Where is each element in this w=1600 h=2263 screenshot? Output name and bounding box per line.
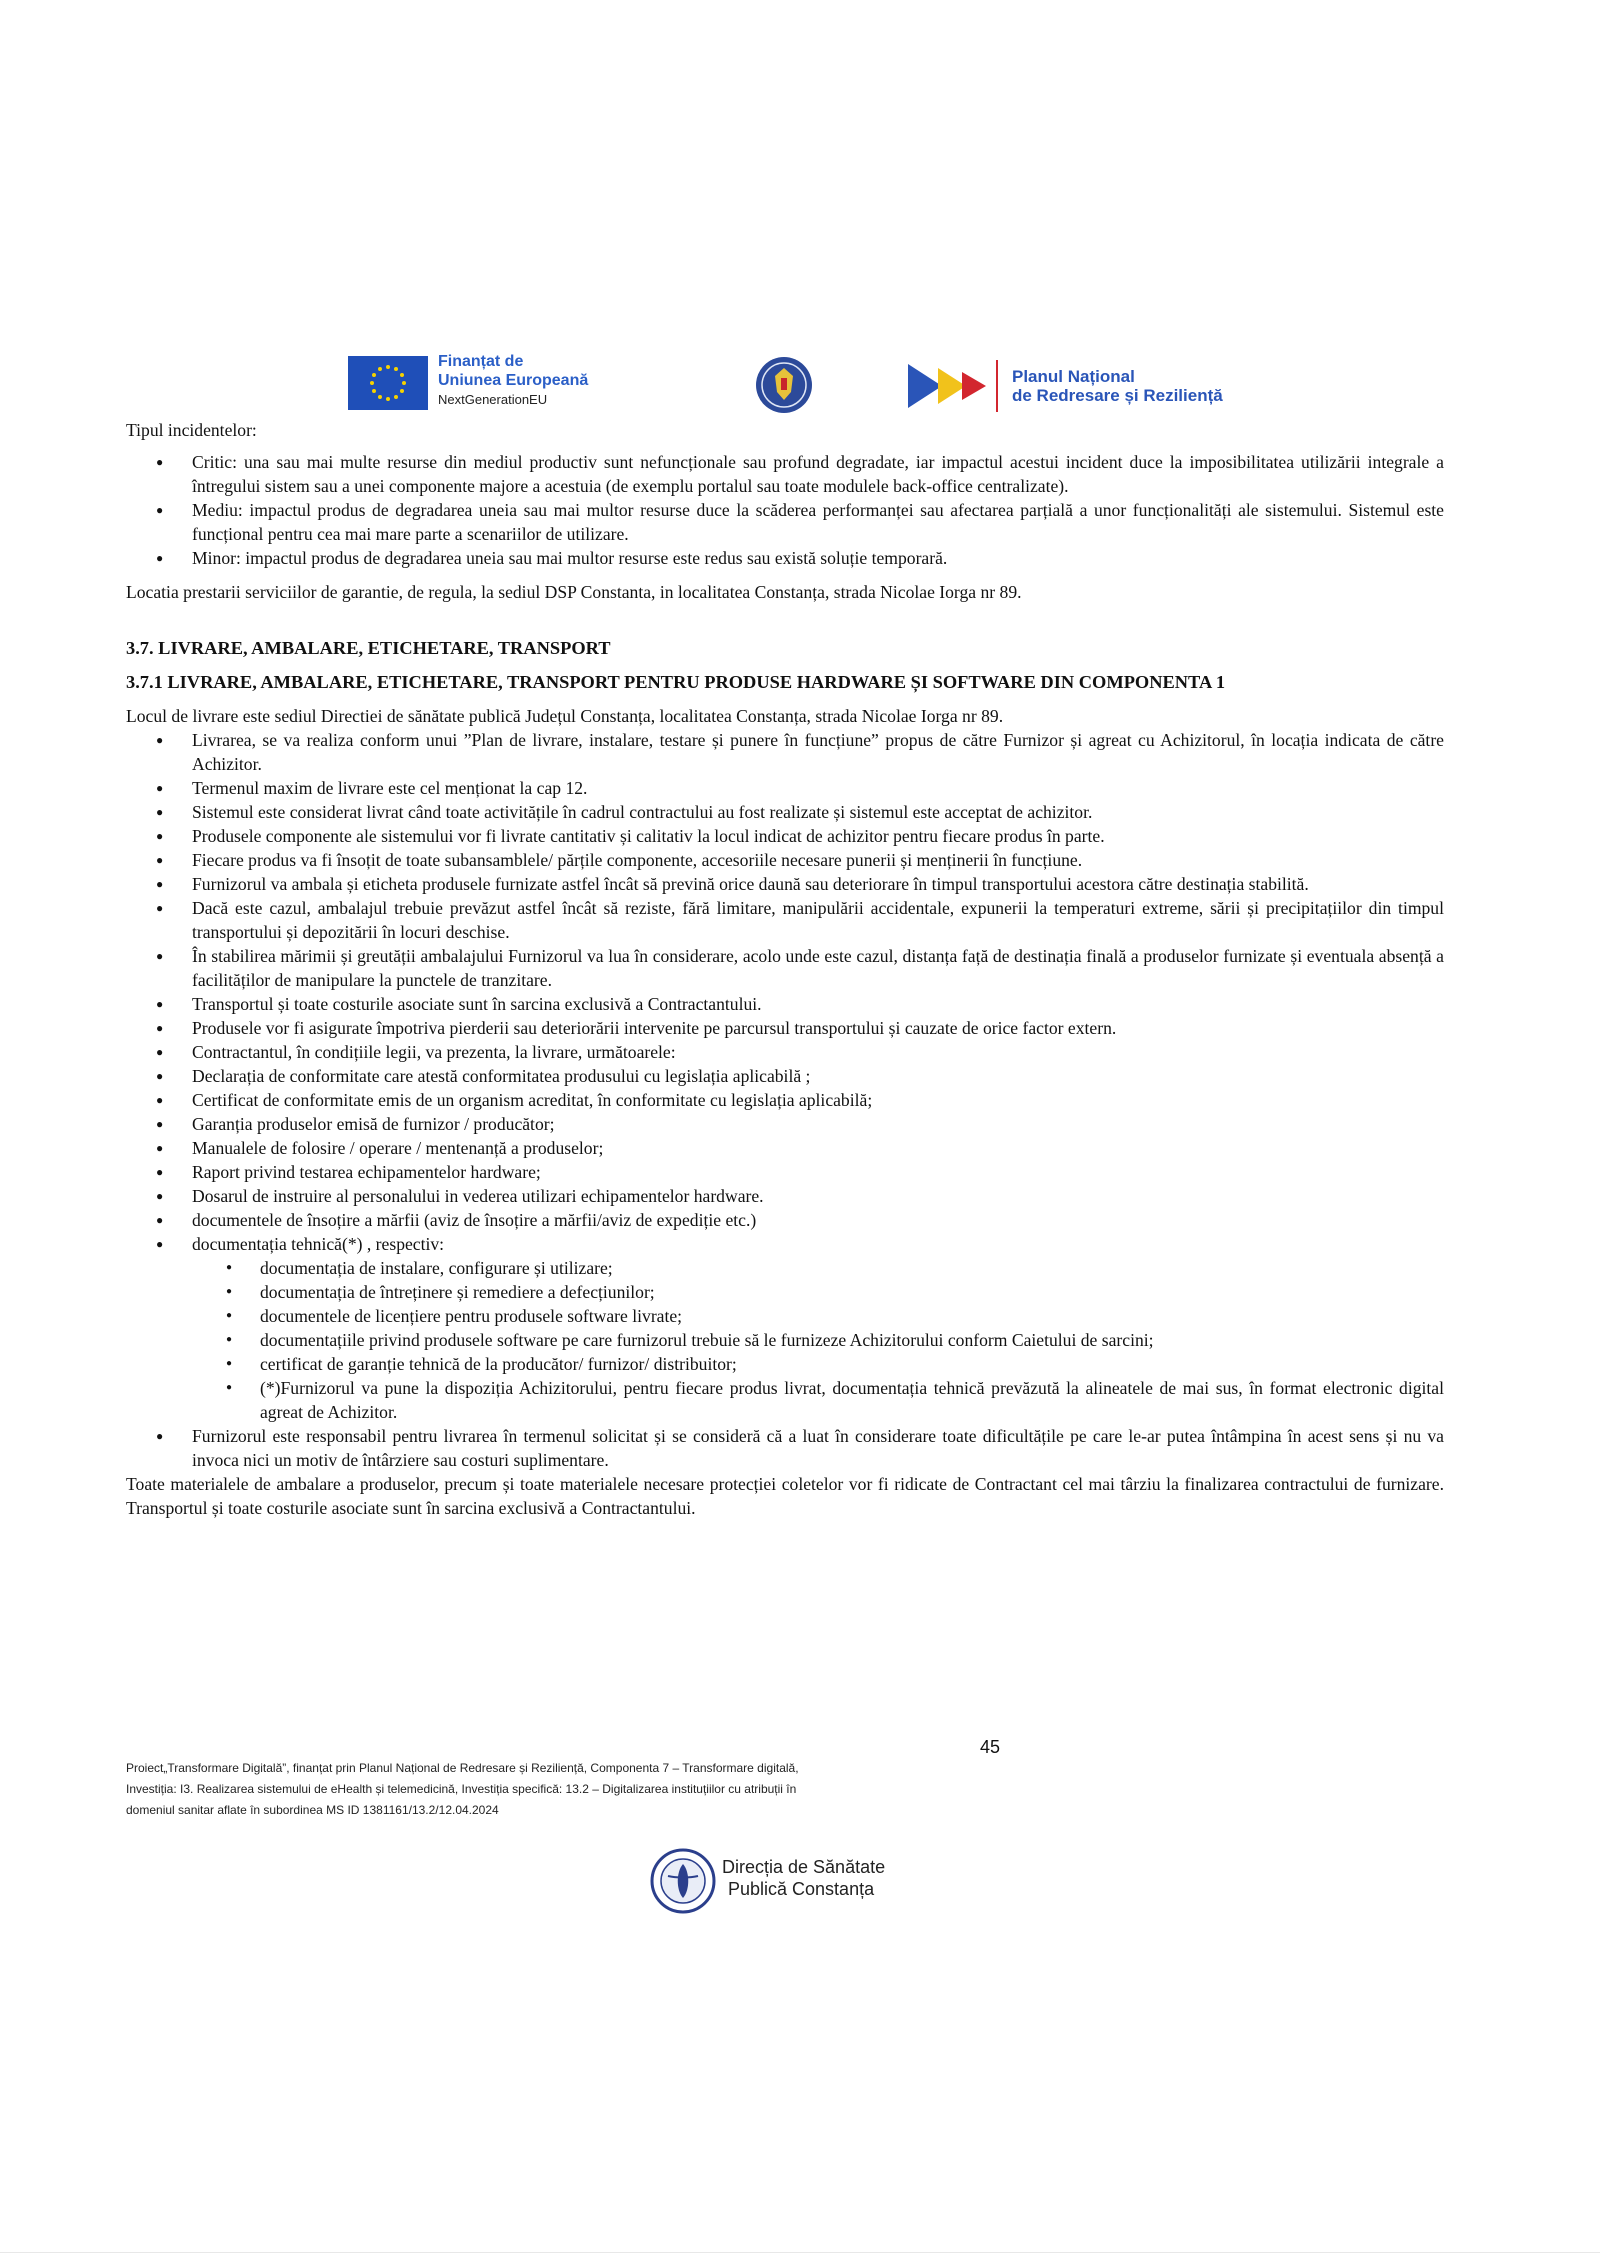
project-line2: Investiția: I3. Realizarea sistemului de eHealth și telemedicină, Investiția specifică: 13.2 – Digitalizarea instituțiilor cu atribuții în [126, 1782, 797, 1796]
warranty-location: Locatia prestarii serviciilor de garantie, de regula, la sediul DSP Constanta, in localitatea Constanța, strada Nicolae Iorga nr 89. [126, 582, 1022, 602]
list-item: ● În stabilirea mărimii și greutății ambalajului Furnizorul va lua în considerare, acolo unde este cazul, distanța față de destinația finală a produselor furnizate și eventuala absență a facilităților de manipulare la punctele de tranzitare. [126, 944, 1444, 992]
list-item: ● Manualele de folosire / operare / mentenanță a produselor; [126, 1136, 1444, 1160]
sub-list-item: ● documentațiile privind produsele software pe care furnizorul trebuie să le furnizeze Achizitorului conform Caietului de sarcini; [126, 1328, 1444, 1352]
list-item: ● Transportul și toate costurile asociate sunt în sarcina exclusivă a Contractantului. [126, 992, 1444, 1016]
subsection-heading: 3.7.1 LIVRARE, AMBALARE, ETICHETARE, TRANSPORT PENTRU PRODUSE HARDWARE ȘI SOFTWARE DIN COMPONENTA 1 [126, 672, 1226, 692]
project-footer [126, 1758, 986, 1821]
list-item: ● Produsele componente ale sistemului vor fi livrate cantitativ și calitativ la locul indicat de achizitor pentru fiecare produs în parte. [126, 824, 1444, 848]
closing-paragraph: Toate materialele de ambalare a produselor, precum și toate materialele necesare protecției coletelor vor fi ridicate de Contractant cel mai târziu la finalizarea contractului de furnizare. Transportul și toate costurile asociate sunt în sarcina exclusivă a Contractantului. [126, 1474, 1444, 1518]
delivery-intro: Locul de livrare este sediul Directiei de sănătate publică Județul Constanța, localitatea Constanța, strada Nicolae Iorga nr 89. [126, 706, 1004, 726]
list-item: ● Certificat de conformitate emis de un organism acreditat, în conformitate cu legislația aplicabilă; [126, 1088, 1444, 1112]
document-body [126, 418, 1444, 1520]
dsp-constanta-seal-icon [650, 1848, 716, 1914]
list-item: ● Mediu: impactul produs de degradarea uneia sau mai multor resurse duce la scăderea performanței sau afectarea parțială a unor funcționalități ale sistemului. Sistemul este funcțional pentru cea mai mare parte a scenariilor de utilizare. [126, 498, 1444, 546]
eu-funding-logo [438, 352, 588, 409]
list-item [126, 1232, 1444, 1424]
eu-logo-line1: Finanțat de [438, 353, 524, 370]
technical-docs-sublist [126, 1256, 1444, 1424]
section-heading: 3.7. LIVRARE, AMBALARE, ETICHETARE, TRANSPORT [126, 638, 611, 658]
sub-list-item: ● certificat de garanție tehnică de la producător/ furnizor/ distribuitor; [126, 1352, 1444, 1376]
romanian-government-seal-icon [755, 356, 813, 414]
sub-list-item: ● documentația de instalare, configurare și utilizare; [126, 1256, 1444, 1280]
list-item: ● Raport privind testarea echipamentelor hardware; [126, 1160, 1444, 1184]
project-line3: domeniul sanitar aflate în subordinea MS ID 1381161/13.2/12.04.2024 [126, 1803, 499, 1817]
pnrr-logo-line2: de Redresare și Reziliență [1012, 386, 1223, 405]
project-line1: Proiect„Transformare Digitală”, finanțat prin Planul Național de Redresare și Reziliență, Componenta 7 – Transformare digitală, [126, 1761, 799, 1775]
list-item: ● Termenul maxim de livrare este cel menționat la cap 12. [126, 776, 1444, 800]
pnrr-logo-line1: Planul Național [1012, 367, 1135, 386]
list-item: ● Furnizorul este responsabil pentru livrarea în termenul solicitat și se consideră că a luat în considerare toate dificultățile pe care le-ar putea întâmpina în acest sens și nu va invoca nici un motiv de întârziere sau costuri suplimentare. [126, 1424, 1444, 1472]
dsp-logo-text [722, 1856, 885, 1900]
list-item: ● Minor: impactul produs de degradarea uneia sau mai multor resurse este redus sau există soluție temporară. [126, 546, 1444, 570]
dsp-line1: Direcția de Sănătate [722, 1857, 886, 1877]
delivery-requirements-list [126, 728, 1444, 1472]
list-item: ● Critic: una sau mai multe resurse din mediul productiv sunt nefuncționale sau profund degradate, iar impactul acestui incident duce la imposibilitatea utilizării integrale a întregului sistem sau a unei componente majore a acestuia (de exemplu portalul sau toate modulele back-office centralizate). [126, 450, 1444, 498]
pnrr-logo [1012, 367, 1223, 405]
incidents-label: Tipul incidentelor: [126, 420, 257, 440]
list-item: ● Produsele vor fi asigurate împotriva pierderii sau deteriorării intervenite pe parcursul transportului și cauzate de orice factor extern. [126, 1016, 1444, 1040]
list-item: ● Furnizorul va ambala și eticheta produsele furnizate astfel încât să prevină orice daună sau deteriorare în timpul transportului acestora către destinația stabilită. [126, 872, 1444, 896]
incident-types-list [126, 450, 1444, 570]
list-item: ● documentele de însoțire a mărfii (aviz de însoțire a mărfii/aviz de expediție etc.) [126, 1208, 1444, 1232]
eu-flag-icon [348, 356, 428, 410]
scan-edge-divider [0, 2252, 1600, 2253]
list-item: ● Declarația de conformitate care atestă conformitatea produsului cu legislația aplicabilă ; [126, 1064, 1444, 1088]
sub-list-item: ● documentația de întreținere și remediere a defecțiunilor; [126, 1280, 1444, 1304]
eu-logo-line2: Uniunea Europeană [438, 372, 589, 389]
list-item-text: documentația tehnică(*) , respectiv: [192, 1234, 445, 1254]
list-item: ● Sistemul este considerat livrat când toate activitățile în cadrul contractului au fost realizate și sistemul este acceptat de achizitor. [126, 800, 1444, 824]
sub-list-item: ● documentele de licențiere pentru produsele software livrate; [126, 1304, 1444, 1328]
page-number: 45 [980, 1737, 1001, 1757]
dsp-line2: Publică Constanța [728, 1879, 875, 1899]
list-item: ● Garanția produselor emisă de furnizor / producător; [126, 1112, 1444, 1136]
list-item: ● Dosarul de instruire al personalului in vederea utilizari echipamentelor hardware. [126, 1184, 1444, 1208]
list-item: ● Contractantul, în condițiile legii, va prezenta, la livrare, următoarele: [126, 1040, 1444, 1064]
eu-logo-line3: NextGenerationEU [438, 392, 548, 407]
pnrr-arrows-icon [908, 358, 1000, 414]
sub-list-item: ● (*)Furnizorul va pune la dispoziția Achizitorului, pentru fiecare produs livrat, documentația tehnică prevăzută la alineatele de mai sus, în format electronic digital agreat de Achizitor. [126, 1376, 1444, 1424]
list-item: ● Fiecare produs va fi însoțit de toate subansamblele/ părțile componente, accesoriile necesare punerii și menținerii în funcțiune. [126, 848, 1444, 872]
list-item: ● Livrarea, se va realiza conform unui ”Plan de livrare, instalare, testare și punere în funcțiune” propus de către Furnizor și agreat cu Achizitorul, în locația indicata de către Achizitor. [126, 728, 1444, 776]
list-item: ● Dacă este cazul, ambalajul trebuie prevăzut astfel încât să reziste, fără limitare, manipulării accidentale, expunerii la temperaturi extreme, sării și precipitațiilor din timpul transportului și depozitării în locuri deschise. [126, 896, 1444, 944]
